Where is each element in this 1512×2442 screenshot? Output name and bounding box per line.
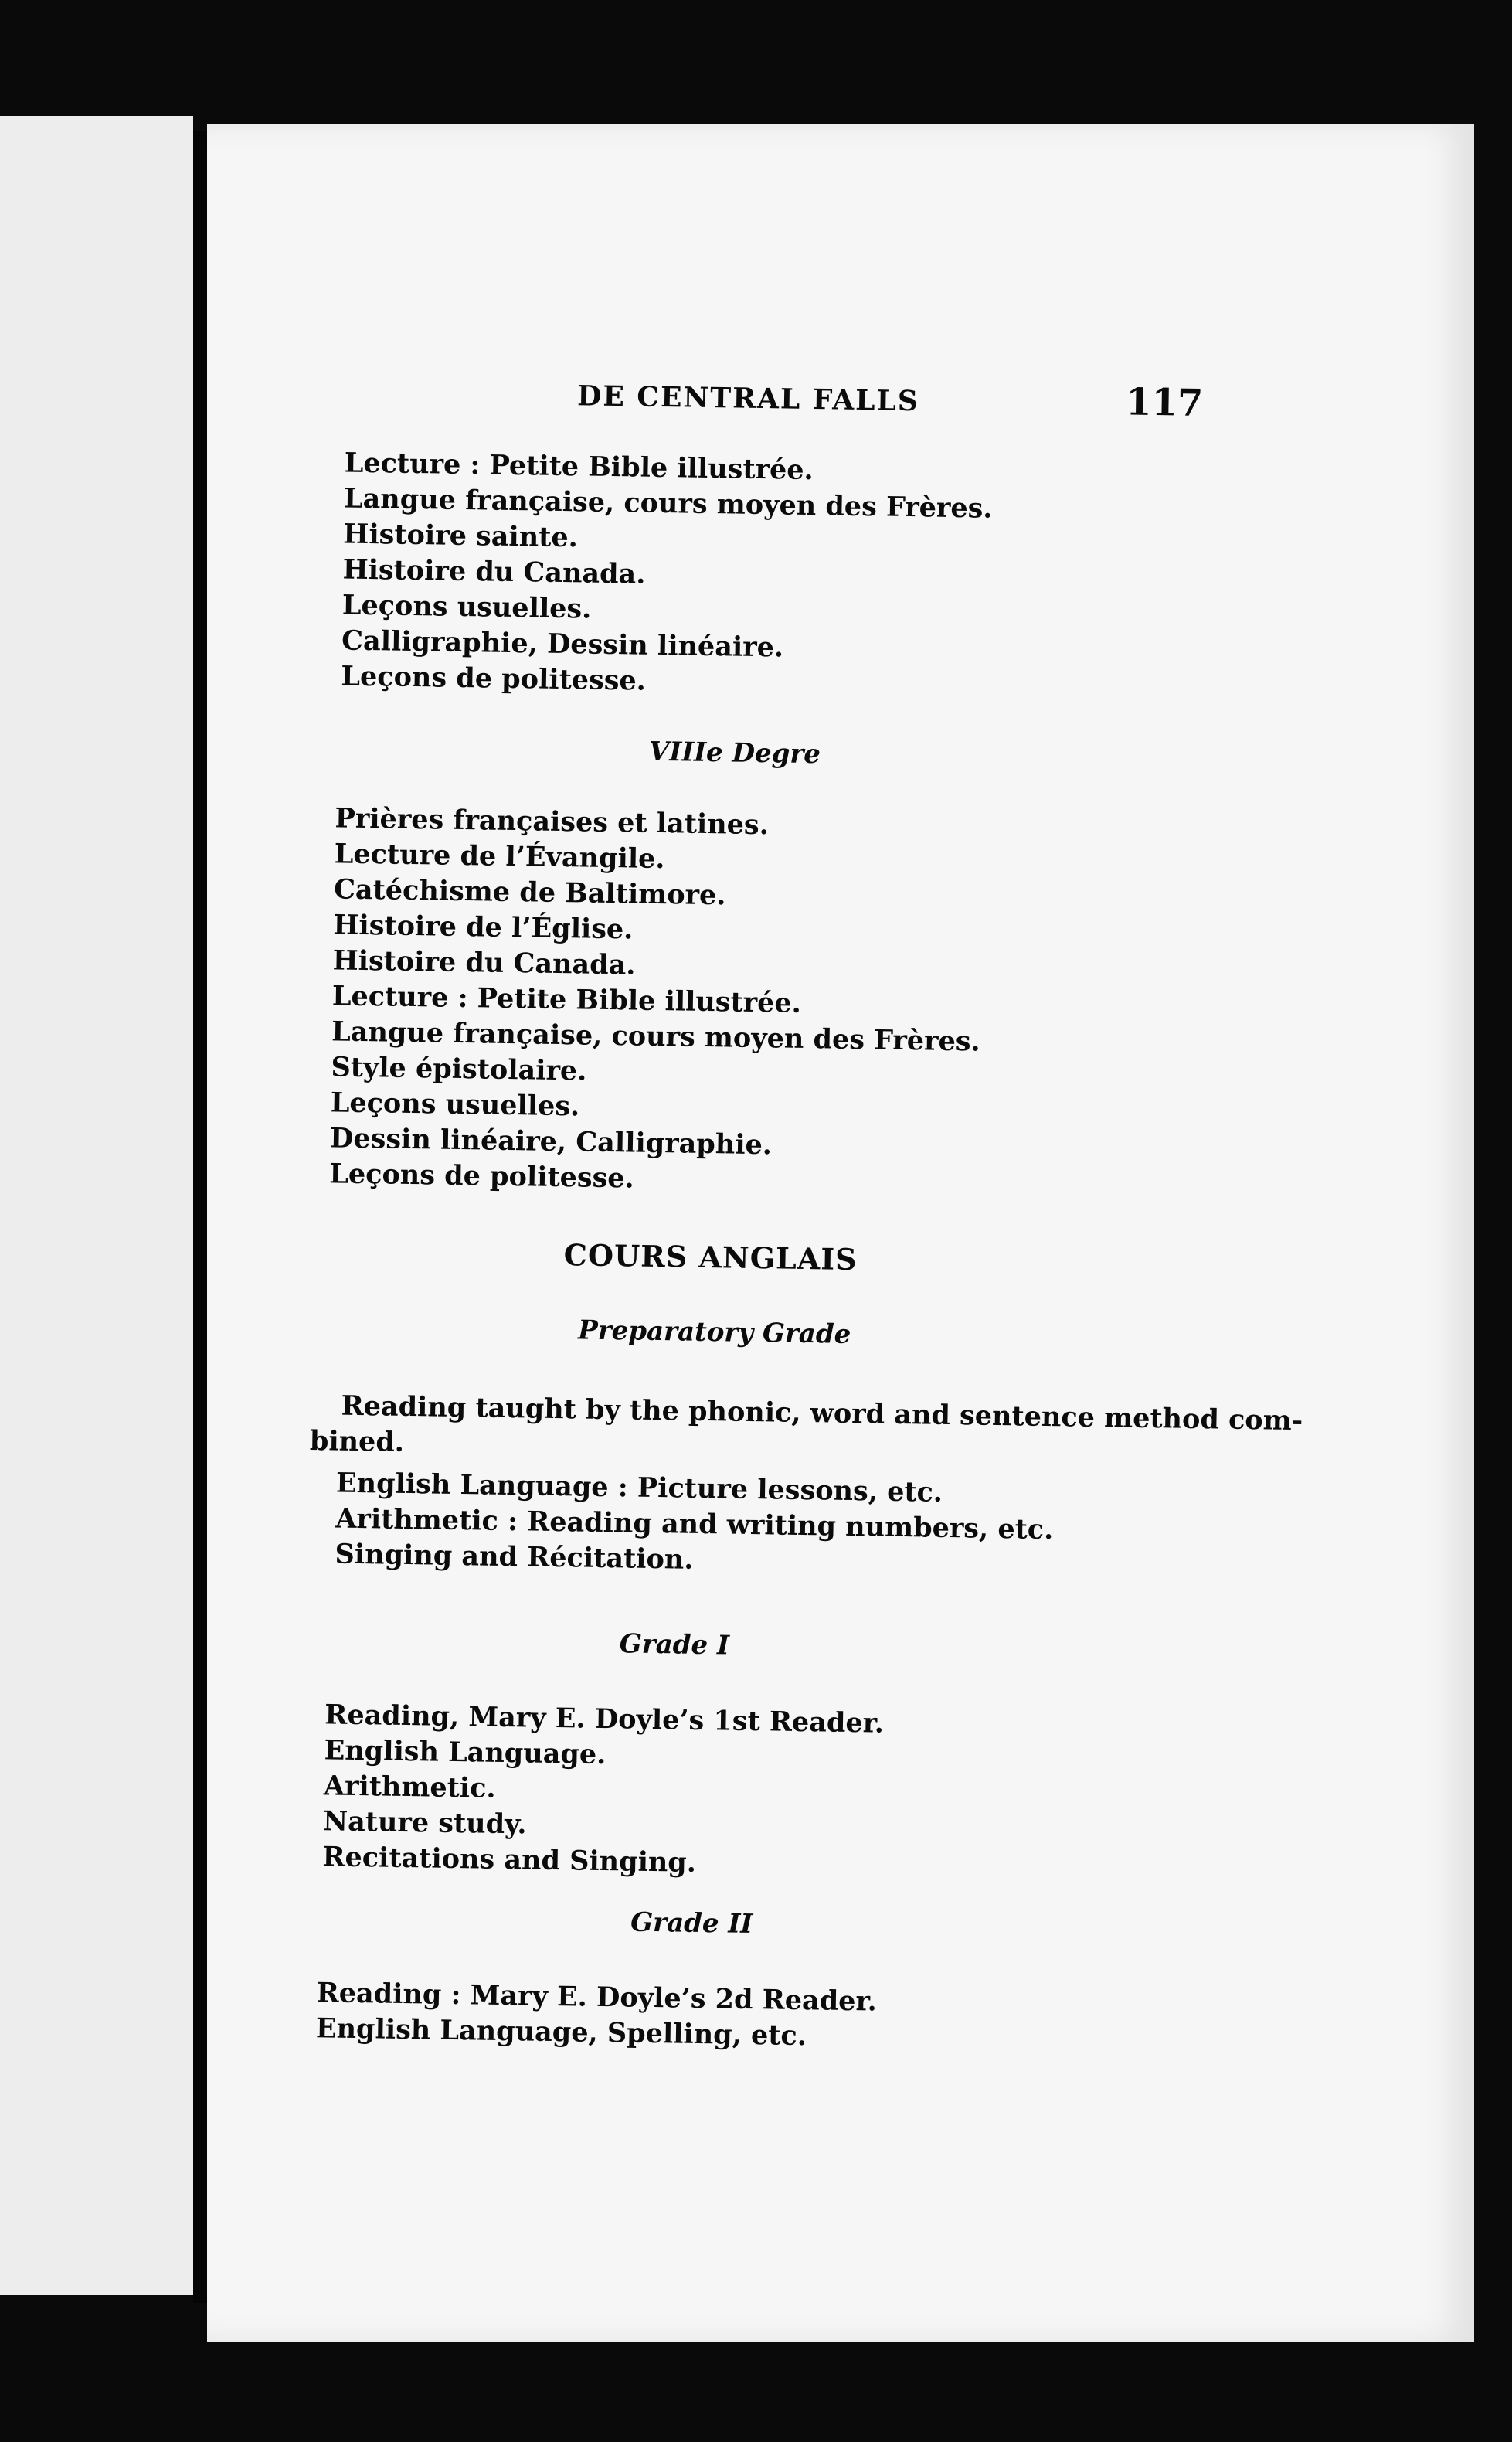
list-item: Leçons usuelles. xyxy=(341,589,592,625)
list-item: Arithmetic. xyxy=(323,1770,496,1804)
list-item: Prières françaises et latines. xyxy=(335,802,770,842)
list-item: Recitations and Singing. xyxy=(322,1841,697,1879)
list-item: Reading, Mary E. Doyle’s 1st Reader. xyxy=(324,1699,885,1740)
heading-preparatory-grade: Preparatory Grade xyxy=(577,1315,851,1350)
list-item: Langue française, cours moyen des Frères. xyxy=(343,482,993,525)
heading-viii-degre: VIIIe Degre xyxy=(648,736,821,770)
list-item: Nature study. xyxy=(322,1805,527,1841)
heading-grade-1: Grade I xyxy=(619,1628,730,1661)
page-number: 117 xyxy=(1125,380,1204,425)
list-item: Calligraphie, Dessin linéaire. xyxy=(341,624,784,664)
heading-cours-anglais: COURS ANGLAIS xyxy=(563,1237,858,1277)
list-item: Style épistolaire. xyxy=(331,1051,587,1087)
running-title: DE CENTRAL FALLS xyxy=(576,379,920,418)
list-item: English Language, Spelling, etc. xyxy=(315,2012,807,2053)
list-item: Singing and Récitation. xyxy=(335,1538,694,1576)
list-item: Catéchisme de Baltimore. xyxy=(333,873,726,912)
preparatory-paragraph-line-2: bined. xyxy=(309,1424,405,1458)
list-item: English Language. xyxy=(324,1734,606,1771)
list-item: Lecture de l’Évangile. xyxy=(334,838,665,876)
list-item: Leçons usuelles. xyxy=(330,1087,580,1123)
intro-list xyxy=(341,446,994,705)
preparatory-paragraph-line-1: Reading taught by the phonic, word and sentence method com- xyxy=(341,1389,1303,1437)
book-page xyxy=(207,124,1474,2342)
list-item: Langue française, cours moyen des Frères. xyxy=(331,1015,981,1058)
list-item: Histoire du Canada. xyxy=(342,553,646,590)
grade-1-list xyxy=(322,1697,884,1883)
list-item: Histoire sainte. xyxy=(343,518,579,554)
list-item: Leçons de politesse. xyxy=(329,1158,635,1195)
grade-2-list xyxy=(316,1975,878,2055)
heading-grade-2: Grade II xyxy=(630,1906,753,1940)
list-item: English Language : Picture lessons, etc. xyxy=(335,1467,943,1508)
preparatory-list xyxy=(335,1466,1054,1584)
list-item: Lecture : Petite Bible illustrée. xyxy=(344,447,814,487)
facing-page-edge xyxy=(0,116,193,2295)
list-item: Dessin linéaire, Calligraphie. xyxy=(329,1122,773,1161)
viii-degre-list xyxy=(329,801,984,1202)
list-item: Lecture : Petite Bible illustrée. xyxy=(331,980,802,1019)
list-item: Histoire du Canada. xyxy=(332,944,636,981)
list-item: Leçons de politesse. xyxy=(341,660,647,697)
list-item: Reading : Mary E. Doyle’s 2d Reader. xyxy=(316,1977,878,2018)
list-item: Arithmetic : Reading and writing numbers, etc. xyxy=(335,1502,1054,1546)
page-content xyxy=(176,119,1478,2356)
list-item: Histoire de l’Église. xyxy=(333,909,634,946)
